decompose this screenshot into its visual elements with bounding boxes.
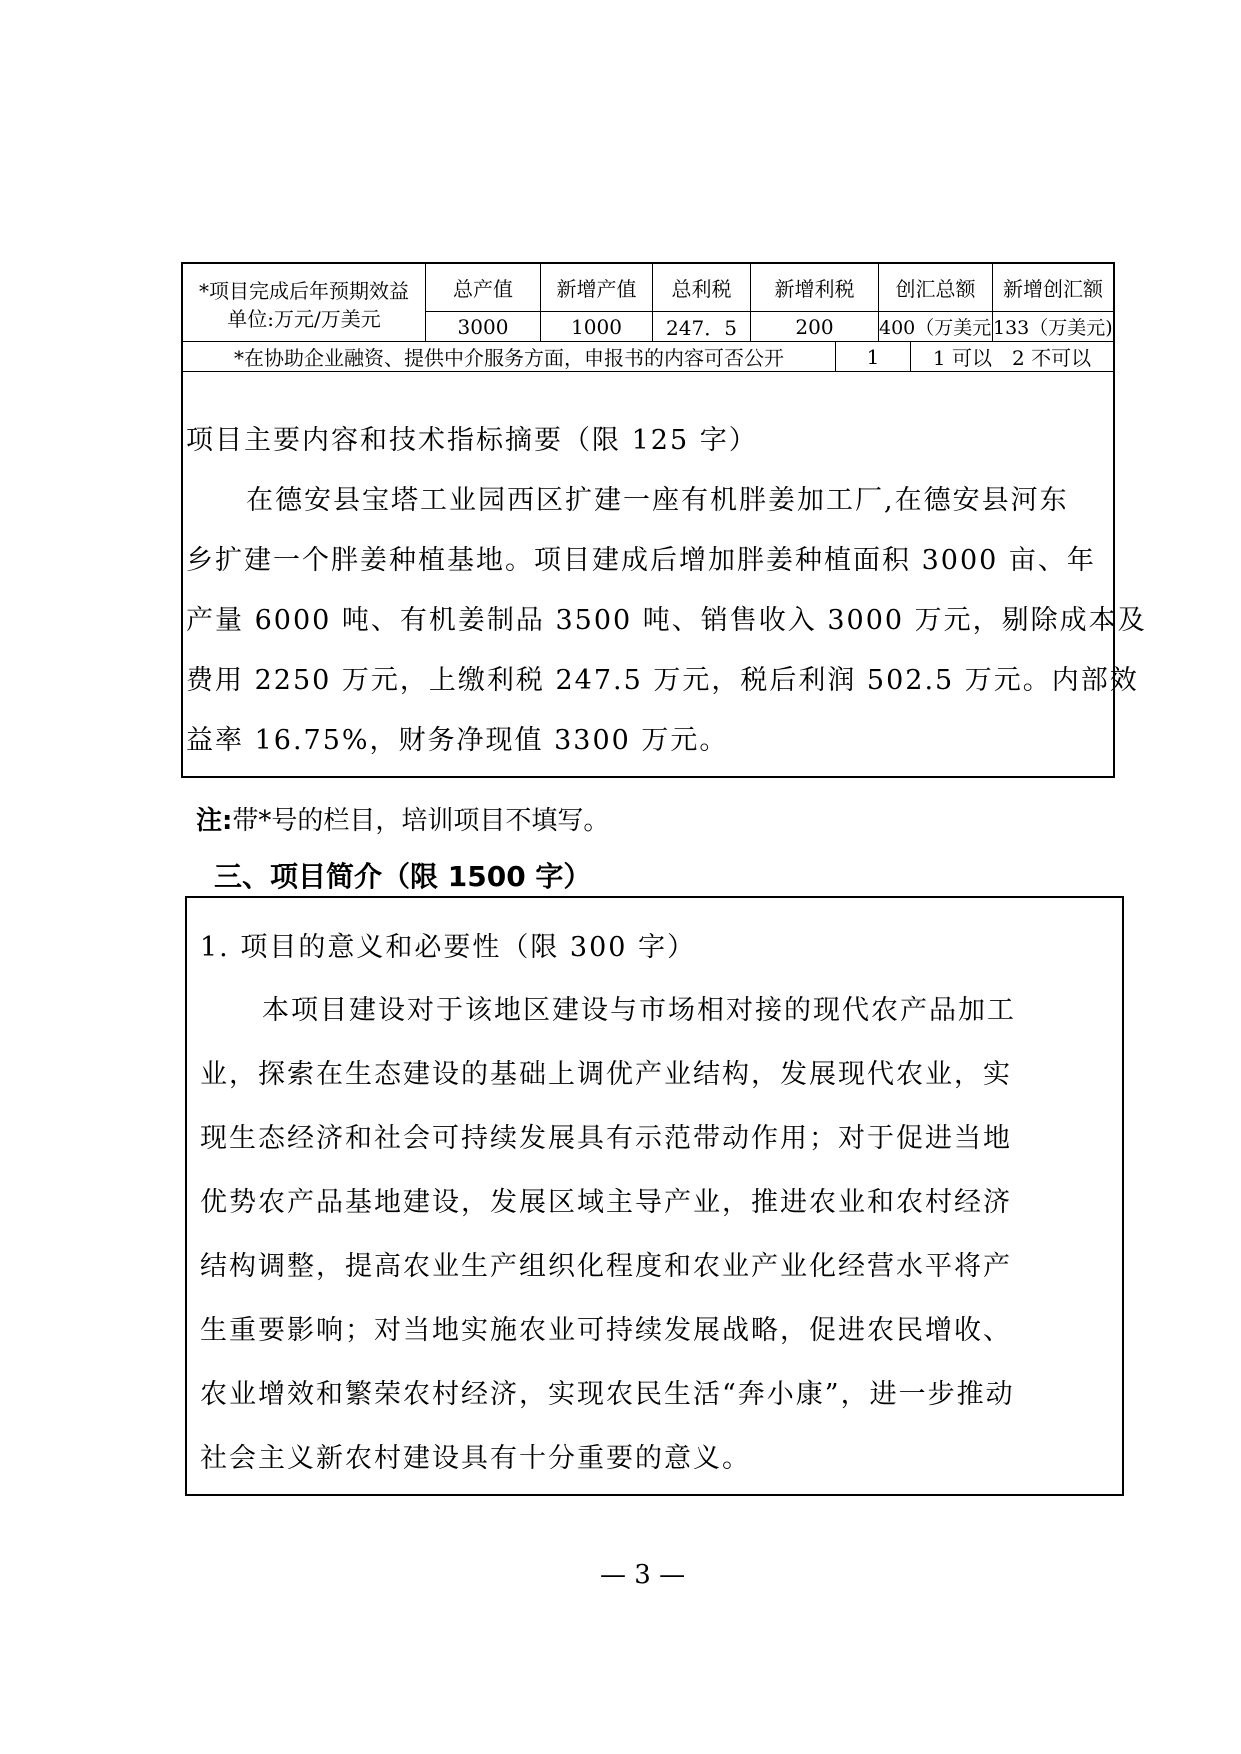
section-line: 结构调整，提高农业生产组织化程度和农业产业化经营水平将产 xyxy=(200,1251,1012,1282)
table-border-right xyxy=(1113,262,1115,778)
section-subtitle: 1. 项目的意义和必要性（限 300 字） xyxy=(200,932,697,963)
header-total-output: 总产值 xyxy=(453,277,513,301)
header-total-tax: 总利税 xyxy=(671,277,732,301)
summary-line: 在德安县宝塔工业园西区扩建一座有机胖姜加工厂,在德安县河东 xyxy=(246,485,1069,516)
header-new-tax: 新增利税 xyxy=(774,277,855,301)
header-new-output: 新增产值 xyxy=(556,277,637,301)
disclosure-question: *在协助企业融资、提供中介服务方面，申报书的内容可否公开 xyxy=(234,346,784,370)
header-total-forex: 创汇总额 xyxy=(895,277,976,301)
disclosure-options: 1 可以 2 不可以 xyxy=(932,346,1092,370)
section-line: 生重要影响；对当地实施农业可持续发展战略，促进农民增收、 xyxy=(200,1315,1012,1346)
benefit-label-line2: 单位:万元/万美元 xyxy=(227,306,381,331)
value-new-forex: 133（万美元) xyxy=(993,317,1113,339)
section-heading: 三、项目简介（限 1500 字） xyxy=(214,860,592,893)
value-new-tax: 200 xyxy=(795,314,834,339)
disclosure-answer: 1 xyxy=(866,344,880,369)
section-line: 农业增效和繁荣农村经济，实现农民生活“奔小康”，进一步推动 xyxy=(200,1379,1015,1410)
header-new-forex: 新增创汇额 xyxy=(1003,277,1103,301)
value-total-forex: 400（万美元 xyxy=(879,317,992,339)
summary-line: 费用 2250 万元，上缴利税 247.5 万元，税后利润 502.5 万元。内部效 xyxy=(186,665,1139,696)
summary-line: 益率 16.75%，财务净现值 3300 万元。 xyxy=(186,725,729,756)
summary-title: 项目主要内容和技术指标摘要（限 125 字） xyxy=(186,425,758,456)
section-line: 现生态经济和社会可持续发展具有示范带动作用；对于促进当地 xyxy=(200,1123,1012,1154)
section-line: 业，探索在生态建设的基础上调优产业结构，发展现代农业，实 xyxy=(200,1059,1012,1090)
benefit-label-line1: *项目完成后年预期效益 xyxy=(199,278,409,303)
note-text: 带*号的栏目，培训项目不填写。 xyxy=(232,806,610,836)
note-label: 注: xyxy=(196,806,233,836)
section-line: 社会主义新农村建设具有十分重要的意义。 xyxy=(200,1443,751,1474)
section-line: 本项目建设对于该地区建设与市场相对接的现代农产品加工 xyxy=(262,995,1016,1026)
table-border-bottom xyxy=(181,776,1115,778)
table-border-left xyxy=(181,262,183,778)
summary-line: 乡扩建一个胖姜种植基地。项目建成后增加胖姜种植面积 3000 亩、年 xyxy=(186,545,1096,576)
section-line: 优势农产品基地建设，发展区域主导产业，推进农业和农村经济 xyxy=(200,1187,1012,1218)
summary-line: 产量 6000 吨、有机姜制品 3500 吨、销售收入 3000 万元，剔除成本及 xyxy=(186,605,1147,636)
page-number: — 3 — xyxy=(600,1560,686,1590)
value-new-output: 1000 xyxy=(571,314,622,339)
value-total-output: 3000 xyxy=(457,314,509,339)
table-hline xyxy=(181,371,1115,372)
note xyxy=(196,800,609,837)
value-total-tax: 247．5 xyxy=(666,316,737,340)
